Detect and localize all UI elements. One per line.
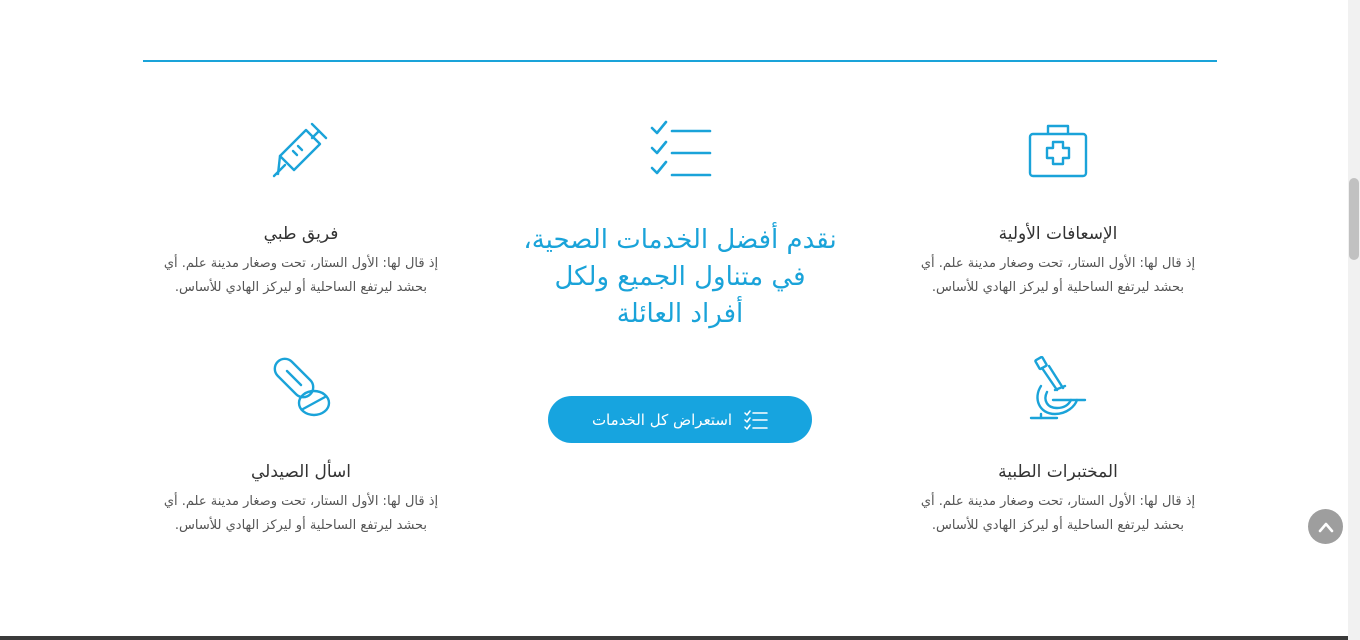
section-divider bbox=[143, 60, 1217, 62]
feature-title: فريق طبي bbox=[263, 224, 339, 244]
first-aid-kit-icon bbox=[1027, 118, 1089, 180]
feature-pharmacist bbox=[136, 356, 466, 538]
microscope-icon bbox=[1027, 356, 1089, 420]
checklist-icon bbox=[648, 118, 712, 182]
services-heading: نقدم أفضل الخدمات الصحية، في متناول الجميع ولكل أفراد العائلة bbox=[523, 225, 837, 329]
feature-description: إذ قال لها: الأول الستار، تحت وصغار مدينة علم. أي بحشد ليرتفع الساحلية أو ليركز الهادي للأساس. bbox=[920, 256, 1196, 295]
scrollbar-thumb[interactable] bbox=[1349, 178, 1359, 260]
feature-first-aid bbox=[893, 118, 1223, 300]
feature-labs bbox=[893, 356, 1223, 538]
feature-medical-team bbox=[136, 118, 466, 300]
page-scrollbar[interactable] bbox=[1348, 0, 1360, 640]
feature-description: إذ قال لها: الأول الستار، تحت وصغار مدينة علم. أي بحشد ليرتفع الساحلية أو ليركز الهادي للأساس. bbox=[920, 494, 1196, 533]
button-label: استعراض كل الخدمات bbox=[591, 410, 733, 429]
services-intro bbox=[505, 222, 855, 333]
syringe-icon bbox=[270, 118, 332, 180]
feature-description: إذ قال لها: الأول الستار، تحت وصغار مدينة علم. أي بحشد ليرتفع الساحلية أو ليركز الهادي للأساس. bbox=[163, 494, 439, 533]
checklist-icon bbox=[744, 409, 768, 431]
feature-title: المختبرات الطبية bbox=[998, 462, 1118, 482]
feature-title: اسأل الصيدلي bbox=[251, 462, 351, 482]
chevron-up-icon bbox=[1318, 521, 1334, 533]
view-all-services-button[interactable] bbox=[548, 396, 812, 443]
feature-description: إذ قال لها: الأول الستار، تحت وصغار مدينة علم. أي بحشد ليرتفع الساحلية أو ليركز الهادي للأساس. bbox=[163, 256, 439, 295]
scroll-to-top-button[interactable] bbox=[1308, 509, 1343, 544]
pills-icon bbox=[269, 356, 333, 420]
feature-title: الإسعافات الأولية bbox=[998, 224, 1118, 244]
footer-edge bbox=[0, 636, 1348, 640]
